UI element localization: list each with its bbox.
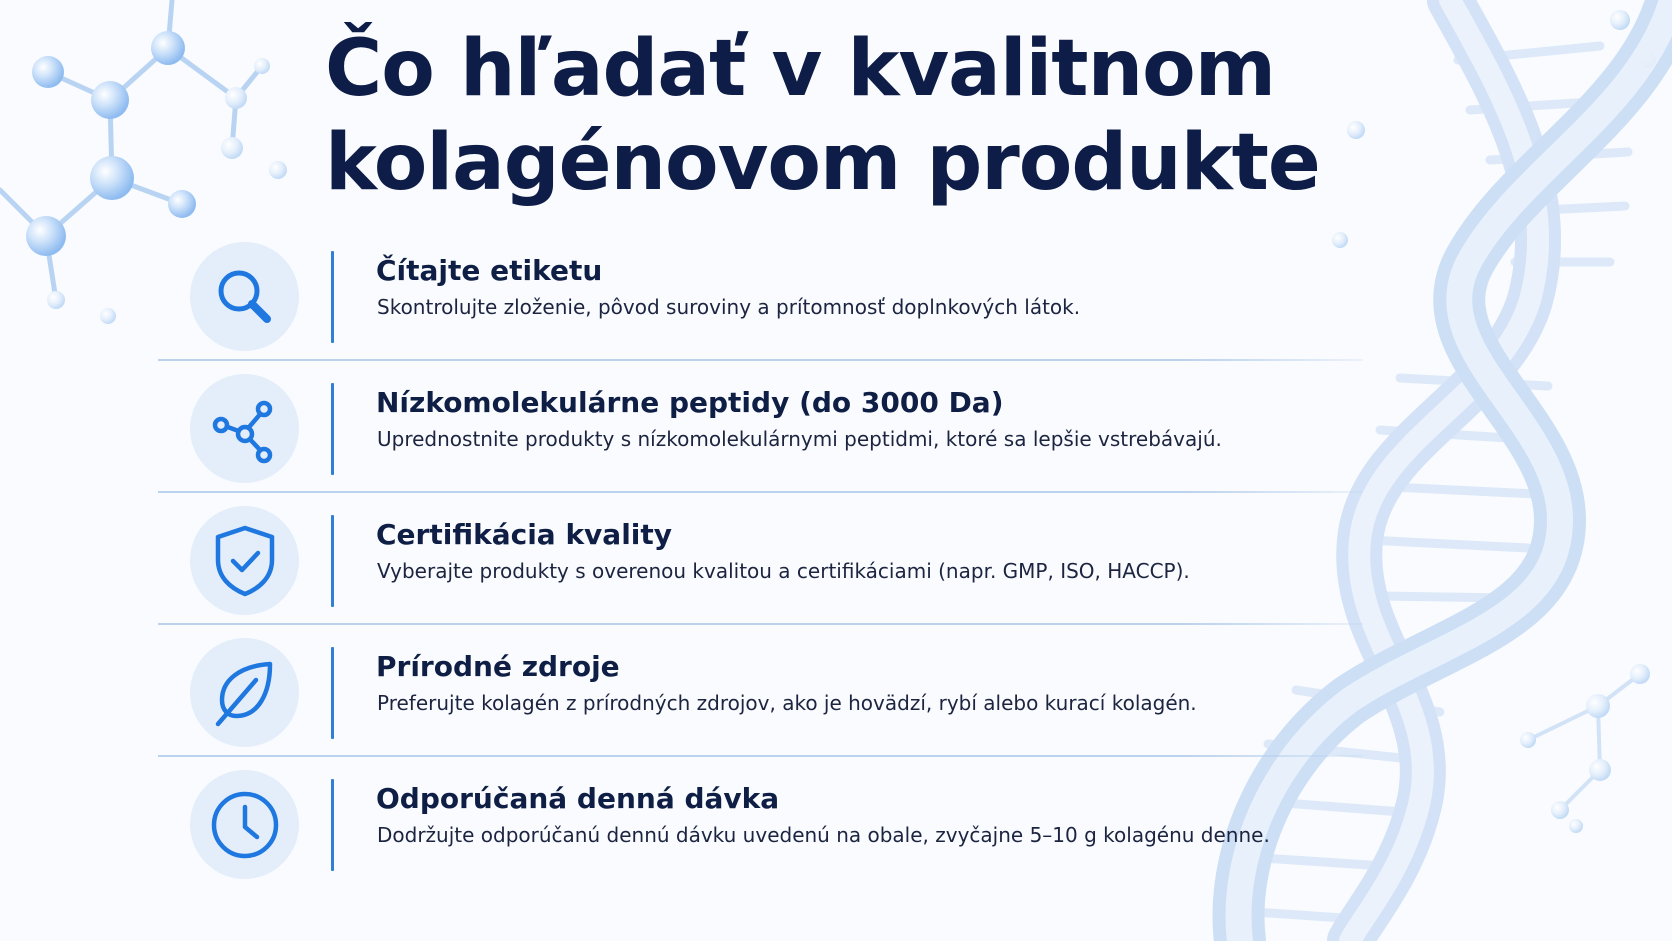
title-line-2: kolagénovom produkte <box>325 118 1320 208</box>
icon-badge <box>190 374 299 483</box>
molecule-icon <box>210 394 280 464</box>
icon-badge <box>190 506 299 615</box>
accent-divider <box>331 647 334 739</box>
item-title: Nízkomolekulárne peptidy (do 3000 Da) <box>376 386 1004 419</box>
list-item-certification <box>158 493 1363 625</box>
item-title: Odporúčaná denná dávka <box>376 782 780 815</box>
icon-badge <box>190 638 299 747</box>
icon-badge <box>190 242 299 351</box>
list-item-read-label <box>158 229 1363 361</box>
item-description: Dodržujte odporúčanú dennú dávku uvedenú na obale, zvyčajne 5–10 g kolagénu denne. <box>377 823 1270 847</box>
list-item-peptides <box>158 361 1363 493</box>
magnifier-icon <box>213 265 277 329</box>
accent-divider <box>331 251 334 343</box>
accent-divider <box>331 515 334 607</box>
icon-badge <box>190 770 299 879</box>
item-title: Čítajte etiketu <box>376 254 603 287</box>
accent-divider <box>331 779 334 871</box>
item-description: Skontrolujte zloženie, pôvod suroviny a prítomnosť doplnkových látok. <box>377 295 1081 319</box>
item-description: Vyberajte produkty s overenou kvalitou a certifikáciami (napr. GMP, ISO, HACCP). <box>377 559 1190 583</box>
accent-divider <box>331 383 334 475</box>
list-item-natural-sources <box>158 625 1363 757</box>
item-description: Uprednostnite produkty s nízkomolekulárnymi peptidmi, ktoré sa lepšie vstrebávajú. <box>377 427 1222 451</box>
title-line-1: Čo hľadať v kvalitnom <box>325 24 1275 114</box>
leaf-icon <box>210 658 280 728</box>
clock-icon <box>209 789 281 861</box>
list-item-daily-dose <box>158 757 1363 889</box>
item-title: Certifikácia kvality <box>376 518 673 551</box>
shield-check-icon <box>212 524 278 598</box>
item-description: Preferujte kolagén z prírodných zdrojov, ako je hovädzí, rybí alebo kurací kolagén. <box>377 691 1197 715</box>
page-title <box>325 22 1375 210</box>
item-title: Prírodné zdroje <box>376 650 620 683</box>
